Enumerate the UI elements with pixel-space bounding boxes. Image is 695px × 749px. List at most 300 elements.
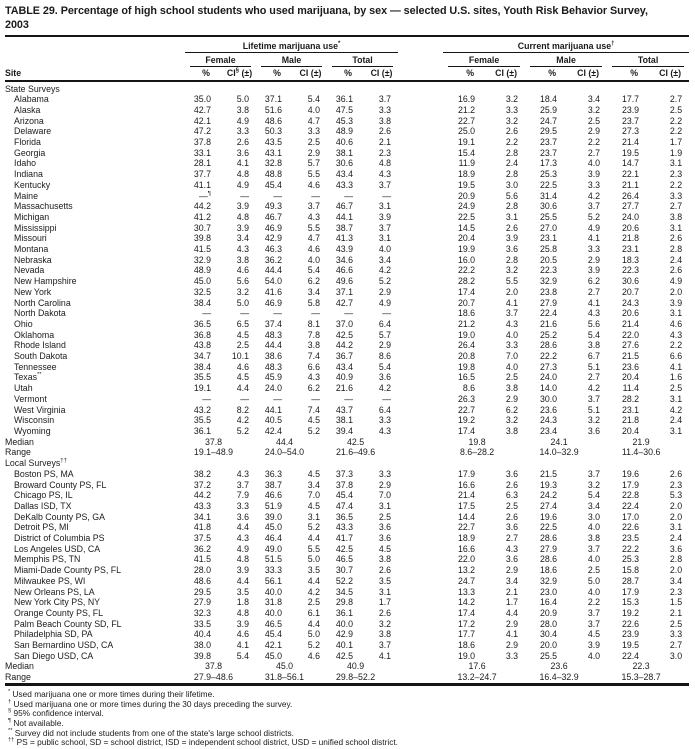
value-cell: 28.2 [621,393,640,404]
ci-column-header: CI§ (±) [223,67,256,81]
value-cell: 17.4 [457,607,476,618]
table-row [5,201,689,212]
site-cell: Idaho [14,158,37,169]
site-cell: New York City PS, NY [14,597,101,608]
value-cell: 1.7 [669,137,683,148]
value-cell: 3.8 [307,340,320,351]
value-cell: 19.8 [457,361,476,372]
value-cell: 2.7 [669,94,683,105]
value-cell: 37.0 [335,318,353,329]
site-cell: Mississippi [14,222,57,233]
value-cell: 37.4 [264,318,282,329]
group-gap [398,67,443,81]
lifetime-total-header: Total [327,52,398,67]
value-cell: 45.9 [264,372,282,383]
value-cell: 2.5 [587,565,601,576]
site-cell: Dallas ISD, TX [14,500,72,511]
value-cell: 54.0 [264,276,282,287]
group-gap-cell [398,597,443,608]
value-cell: 19.0 [457,329,476,340]
value-cell: 15.8 [621,565,640,576]
value-cell: 4.9 [378,297,392,308]
ci-column-header: CI (±) [487,67,525,81]
value-cell: 2.3 [378,147,392,158]
value-cell: 36.5 [193,318,211,329]
table-row [5,180,689,191]
value-cell: 3.2 [587,479,601,490]
group-gap-cell [398,415,443,426]
value-cell: 4.3 [505,543,519,554]
group-gap-cell [398,480,443,491]
value-cell: 31.4 [539,190,558,201]
value-cell: 3.6 [505,522,519,533]
site-cell: San Bernardino USD, CA [14,640,114,651]
value-cell: 5.7 [307,158,320,169]
value-cell: 3.4 [378,254,392,265]
value-cell: 5.5 [307,222,320,233]
value-cell: 45.4 [335,490,353,501]
table-row [5,383,689,394]
site-cell: Boston PS, MA [14,468,74,479]
value-cell: 23.9 [621,104,640,115]
value-cell: 7.9 [236,490,249,501]
value-cell: 2.9 [505,640,519,651]
value-cell: 3.6 [236,147,249,158]
range-value-cell: 24.0–54.0 [264,447,305,458]
value-cell: — [202,308,211,319]
value-cell: 42.4 [264,426,282,436]
value-cell: 31.8 [264,597,282,608]
table-row [5,298,689,309]
value-cell: 4.5 [307,468,320,479]
group-gap-cell [398,469,443,480]
value-cell: 42.1 [264,640,282,651]
value-cell: 2.5 [669,618,683,629]
section-header-row [5,81,689,95]
value-cell: 14.4 [457,511,476,522]
group-header-row [5,36,689,52]
group-gap-cell [398,501,443,512]
value-cell: 21.8 [621,233,640,244]
value-cell: 3.8 [378,115,392,126]
value-cell: 3.4 [587,500,601,511]
table-title [5,5,689,32]
value-cell: 3.7 [378,94,392,105]
percent-column-header: % [443,67,487,81]
value-cell: 3.4 [505,575,519,586]
value-cell: 32.9 [539,276,558,287]
value-cell: 3.8 [587,533,601,544]
value-cell: 24.0 [621,211,640,222]
value-cell: 3.8 [236,254,249,265]
value-cell: 4.4 [307,618,320,629]
value-cell: 6.7 [587,351,601,362]
group-gap-cell [398,351,443,362]
table-row [5,330,689,341]
table-row [5,394,689,405]
value-cell: 3.1 [669,426,683,436]
value-cell: 6.2 [307,383,320,394]
value-cell: 3.3 [378,468,392,479]
value-cell: 2.0 [669,500,683,511]
value-cell: 3.9 [236,222,249,233]
value-cell: 4.3 [378,169,392,180]
value-cell: 5.0 [307,629,320,640]
value-cell: 30.4 [539,629,558,640]
value-cell: 3.0 [505,179,519,190]
site-cell: New Hampshire [14,276,77,287]
value-cell: 43.5 [264,137,282,148]
value-cell: 21.4 [621,137,640,148]
value-cell: 27.0 [539,222,558,233]
value-cell: 2.9 [307,147,320,158]
value-cell: 2.2 [587,597,601,608]
value-cell: 2.5 [378,511,392,522]
value-cell: 3.0 [587,511,601,522]
value-cell: 21.5 [539,468,558,479]
footnote-marker: ** [8,727,13,734]
median-value-cell: 24.1 [550,436,568,447]
value-cell: 21.6 [539,318,558,329]
value-cell: 28.2 [457,276,476,287]
value-cell: 48.8 [264,169,282,180]
value-cell: 8.6 [378,351,392,362]
median-value-cell: 22.3 [632,661,650,672]
value-cell: 23.4 [539,426,558,436]
table-row [5,244,689,255]
value-cell: 25.5 [539,211,558,222]
value-cell: 3.2 [505,415,519,426]
value-cell: 35.5 [193,372,211,383]
value-cell: 5.2 [236,426,249,436]
group-gap-cell [398,148,443,159]
value-cell: 3.9 [378,211,392,222]
value-cell: 14.0 [539,383,558,394]
value-cell: 21.8 [621,415,640,426]
value-cell: 4.0 [587,554,601,565]
value-cell: — [344,393,353,404]
value-cell: 36.5 [335,511,353,522]
median-value-cell: 19.8 [468,436,486,447]
table-row [5,265,689,276]
value-cell: 43.3 [193,500,211,511]
value-cell: 47.5 [335,104,353,115]
group-gap [398,52,443,67]
value-cell: 2.6 [505,126,519,137]
group-gap-cell [398,372,443,383]
value-cell: 8.1 [307,318,320,329]
group-gap-cell [398,308,443,319]
value-cell: 2.7 [669,201,683,212]
value-cell: 2.8 [669,554,683,565]
value-cell: 2.6 [236,137,249,148]
value-cell: 4.2 [669,404,683,415]
value-cell: 4.3 [378,426,392,436]
value-cell: 46.6 [264,490,282,501]
value-cell: — [344,190,353,201]
value-cell: 16.5 [457,372,476,383]
value-cell: 6.5 [236,318,249,329]
value-cell: 22.7 [457,404,476,415]
value-cell: 2.5 [669,383,683,394]
data-table [5,35,689,686]
value-cell: 23.5 [621,533,640,544]
value-cell: 3.9 [587,169,601,180]
site-cell: Montana [14,244,49,255]
value-cell: 3.3 [587,244,601,255]
value-cell: — [273,308,282,319]
footnote-text: Survey did not include students from one of the state's large school districts. [14,727,294,738]
value-cell: 2.5 [587,115,601,126]
value-cell: 26.4 [621,190,640,201]
value-cell: 17.0 [621,511,640,522]
value-cell: 25.0 [457,126,476,137]
value-cell: 17.7 [457,629,476,640]
value-cell: 19.0 [457,650,476,661]
value-cell: 42.5 [335,543,353,554]
value-cell: 46.3 [264,244,282,255]
group-gap-cell [398,255,443,266]
value-cell: 2.9 [378,286,392,297]
value-cell: 2.6 [669,468,683,479]
value-cell: 44.2 [193,490,211,501]
value-cell: 24.3 [539,415,558,426]
value-cell: 3.1 [669,522,683,533]
value-cell: 40.5 [264,415,282,426]
group-gap-cell [398,212,443,223]
value-cell: 4.6 [307,650,320,661]
value-cell: 29.5 [539,126,558,137]
value-cell: 7.0 [307,490,320,501]
value-cell: 56.1 [264,575,282,586]
value-cell: 2.8 [505,169,519,180]
table-row [5,469,689,480]
value-cell: 3.4 [307,286,320,297]
table-row [5,191,689,202]
value-cell: — [344,308,353,319]
value-cell: 4.3 [587,308,601,319]
value-cell: 4.0 [378,244,392,255]
value-cell: 38.1 [335,415,353,426]
group-gap-cell [398,244,443,255]
footnotes [5,690,689,748]
table-row [5,169,689,180]
value-cell: 2.5 [307,137,320,148]
value-cell: 36.3 [264,468,282,479]
table-title-line1: TABLE 29. Percentage of high school students who used marijuana, by sex — selected U.S. sites, Youth Risk Behavior Survey, [5,5,648,17]
value-cell: 2.9 [378,340,392,351]
value-cell: 43.7 [335,404,353,415]
value-cell: 2.9 [505,393,519,404]
value-cell: 37.2 [193,479,211,490]
value-cell: 22.6 [621,522,640,533]
value-cell: 4.0 [307,254,320,265]
value-cell: 22.8 [621,490,640,501]
median-row [5,437,689,448]
site-cell: Chicago PS, IL [14,490,73,501]
value-cell: 34.7 [193,351,211,362]
site-cell: Wisconsin [14,415,55,426]
value-cell: 39.0 [264,511,282,522]
group-gap-cell [398,383,443,394]
value-cell: 4.3 [307,211,320,222]
value-cell: 4.3 [236,244,249,255]
table-row [5,619,689,630]
value-cell: 18.9 [457,533,476,544]
value-cell: 2.7 [587,372,601,383]
value-cell: 20.4 [621,426,640,436]
value-cell: 25.5 [539,650,558,661]
value-cell: 46.5 [264,618,282,629]
value-cell: 4.0 [587,522,601,533]
value-cell: 4.0 [307,104,320,115]
table-row [5,372,689,383]
value-cell: 2.0 [669,511,683,522]
value-cell: 3.8 [378,629,392,640]
group-gap-cell [398,619,443,630]
value-cell: 37.5 [193,533,211,544]
value-cell: 2.5 [505,372,519,383]
value-cell: 38.4 [193,361,211,372]
value-cell: 5.4 [587,490,601,501]
value-cell: 11.9 [458,158,476,169]
value-cell: 4.0 [505,361,519,372]
value-cell: 2.8 [669,244,683,255]
ci-column-header: CI (±) [365,67,398,81]
table-row [5,565,689,576]
value-cell: 4.2 [307,586,320,597]
value-cell: 3.4 [587,94,601,105]
value-cell: 33.1 [193,147,211,158]
value-cell: 4.8 [236,169,249,180]
value-cell: 3.1 [378,233,392,244]
value-cell: 22.2 [621,543,640,554]
value-cell: 19.5 [621,147,640,158]
value-cell: 28.1 [193,158,211,169]
site-cell: Indiana [14,169,43,180]
site-cell: Utah [14,383,33,394]
value-cell: 2.6 [505,479,519,490]
value-cell: 32.8 [264,158,282,169]
value-cell: 21.2 [457,104,476,115]
value-cell: 35.0 [193,94,211,105]
value-cell: 25.8 [539,244,558,255]
value-cell: 5.2 [307,426,320,436]
value-cell: — [382,190,392,201]
range-value-cell: 15.3–28.7 [621,672,661,683]
value-cell: — [311,190,320,201]
group-gap-cell [398,512,443,523]
value-cell: 10.1 [231,351,249,362]
site-column-header: Site [5,67,185,81]
value-cell: 5.4 [587,329,601,340]
table-row [5,608,689,619]
value-cell: 14.5 [457,222,476,233]
median-value-cell: 23.6 [550,661,568,672]
value-cell: 20.9 [457,190,476,201]
value-cell: 45.0 [264,522,282,533]
site-cell: Philadelphia SD, PA [14,629,93,640]
value-cell: 22.0 [457,554,476,565]
value-cell: 3.5 [307,565,320,576]
value-cell: 22.4 [539,308,558,319]
value-cell: 49.6 [335,276,353,287]
site-cell: Nebraska [14,254,52,265]
group-gap-cell [398,608,443,619]
site-cell: North Carolina [14,297,71,308]
table-row [5,94,689,105]
value-cell: 3.7 [587,607,601,618]
value-cell: 2.5 [307,597,320,608]
value-cell: 19.5 [621,640,640,651]
group-gap-cell [398,223,443,234]
value-cell: 43.3 [335,522,353,533]
value-cell: 24.0 [264,383,282,394]
table-row [5,629,689,640]
group-gap-cell [398,169,443,180]
value-cell: 22.5 [539,179,558,190]
table-row [5,533,689,544]
value-cell: 30.0 [539,393,558,404]
value-cell: 4.4 [307,533,320,544]
value-cell: 4.5 [236,372,249,383]
footnote-marker: § [8,708,12,715]
median-row [5,661,689,672]
value-cell: 23.8 [539,286,558,297]
value-cell: 34.5 [335,586,353,597]
value-cell: 2.4 [669,533,683,544]
value-cell: 27.9 [539,297,558,308]
value-cell: 43.4 [335,361,353,372]
value-cell: 48.9 [193,265,211,276]
value-cell: 38.6 [264,351,282,362]
value-cell: 4.6 [307,179,320,190]
value-cell: 3.9 [236,201,249,212]
group-gap-cell [398,426,443,437]
value-cell: 2.7 [505,533,519,544]
value-cell: 2.9 [587,254,601,265]
range-value-cell: 16.4–32.9 [539,672,579,683]
site-cell: Vermont [14,393,47,404]
group-gap [398,36,443,52]
value-cell: 25.9 [539,104,558,115]
value-cell: 17.9 [621,479,640,490]
value-cell: 2.8 [505,254,519,265]
footnote [8,709,689,719]
value-cell: 4.4 [307,575,320,586]
ci-column-header: CI (±) [294,67,327,81]
value-cell: 18.4 [539,94,558,105]
value-cell: 40.0 [264,586,282,597]
value-cell: 44.2 [193,201,211,212]
value-cell: 18.6 [457,640,476,651]
value-cell: 3.3 [378,104,392,115]
value-cell: 40.0 [264,607,282,618]
group-gap-cell [398,158,443,169]
value-cell: 42.5 [335,329,353,340]
value-cell: 6.2 [587,276,601,287]
value-cell: 36.1 [193,426,211,436]
value-cell: 37.8 [193,137,211,148]
value-cell: 3.7 [587,201,601,212]
lifetime-male-header: Male [256,52,327,67]
value-cell: 3.1 [505,211,519,222]
value-cell: 25.2 [539,329,558,340]
site-cell: Texas** [14,372,42,383]
value-cell: 20.6 [621,222,640,233]
range-value-cell: 8.6–28.2 [459,447,495,458]
value-cell: 7.0 [505,351,519,362]
